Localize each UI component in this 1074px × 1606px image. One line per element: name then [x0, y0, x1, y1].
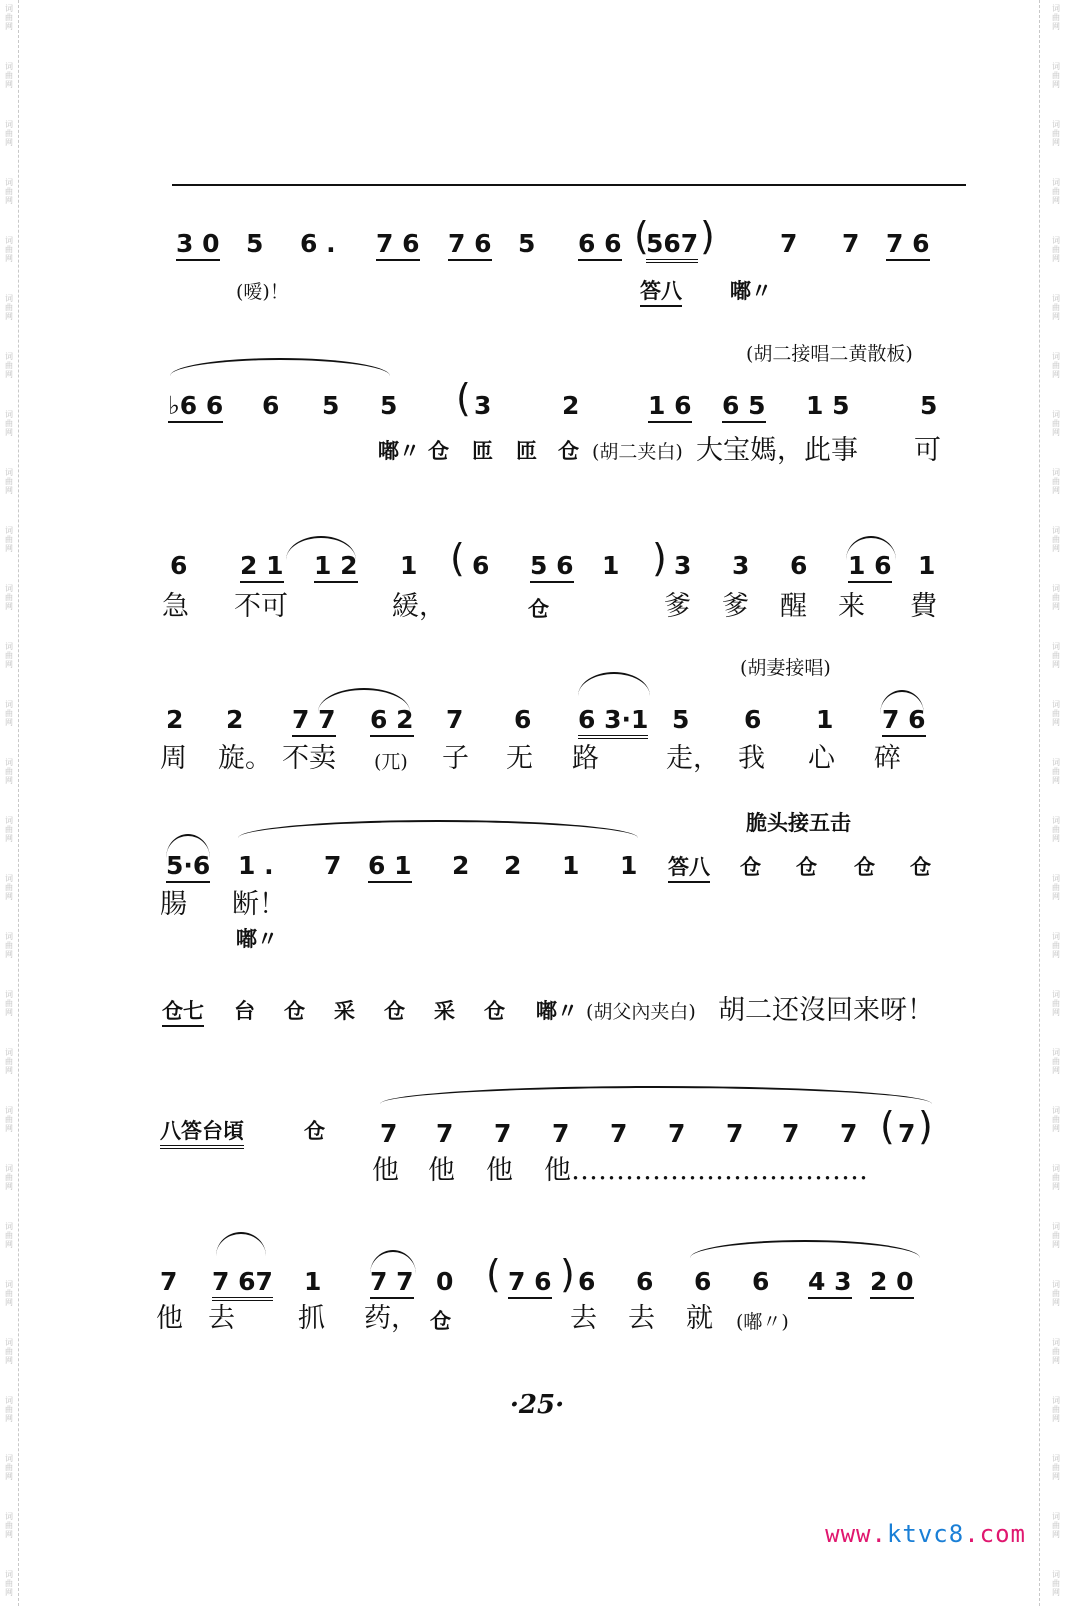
note: 7	[494, 1119, 512, 1148]
note: 1 6	[848, 552, 892, 583]
note: 1 .	[238, 851, 274, 880]
paren-close: )	[652, 536, 667, 580]
note: 7	[898, 1119, 916, 1148]
note: 7	[842, 229, 860, 258]
lyric: 就	[686, 1303, 713, 1334]
note: 2	[562, 391, 580, 420]
note: 6 1	[368, 852, 412, 883]
watermark-text: 词曲网	[5, 932, 13, 959]
percussion: 嘟〃	[730, 279, 772, 303]
lyric: 药，	[364, 1303, 418, 1334]
note: 7	[726, 1119, 744, 1148]
percussion: 仓	[740, 855, 761, 879]
note: 7	[840, 1119, 858, 1148]
lyric: 急	[162, 591, 189, 622]
percussion: 仓	[428, 439, 449, 463]
left-watermark-strip	[0, 0, 19, 1606]
watermark-text: 词曲网	[1052, 468, 1060, 495]
watermark-text: 词曲网	[1052, 1048, 1060, 1075]
lyric: 費	[910, 591, 937, 622]
note: 1	[602, 551, 620, 580]
stage-note: 脆头接五击	[746, 811, 851, 835]
lyric: 不卖	[282, 743, 336, 774]
lyric: 爹	[664, 591, 691, 622]
paren-open: (	[456, 376, 471, 420]
lyric: 旋。	[218, 743, 272, 774]
watermark-text: 词曲网	[1052, 294, 1060, 321]
percussion: 匝	[472, 439, 493, 463]
watermark-text: 词曲网	[1052, 1396, 1060, 1423]
watermark-text: 词曲网	[5, 1280, 13, 1307]
lyric: 他	[428, 1155, 455, 1186]
slur	[170, 358, 390, 376]
note: 2	[166, 705, 184, 734]
note: 5 6	[530, 552, 574, 583]
watermark-text: 词曲网	[5, 1570, 13, 1597]
lyric: 碎	[874, 743, 901, 774]
percussion: 答八	[668, 854, 710, 883]
spoken-line: 胡二还沒回来呀！	[718, 995, 934, 1026]
percussion: 仓	[484, 999, 505, 1023]
lyric: 断！	[232, 889, 286, 920]
lyric: 他	[486, 1155, 513, 1186]
note: 7	[324, 851, 342, 880]
watermark-text: 词曲网	[1052, 1454, 1060, 1481]
watermark-text: 词曲网	[5, 1048, 13, 1075]
note: 7	[780, 229, 798, 258]
lyric: 周	[160, 743, 187, 774]
watermark-text: 词曲网	[5, 4, 13, 31]
percussion: 嘟〃	[236, 927, 278, 951]
note: 2 1	[240, 552, 284, 583]
percussion: 采	[434, 999, 455, 1023]
percussion: 嘟〃	[536, 999, 578, 1023]
note: 6	[744, 705, 762, 734]
percussion: 仓	[284, 999, 305, 1023]
percussion: 仓	[558, 439, 579, 463]
watermark-text: 词曲网	[5, 816, 13, 843]
watermark-text: 词曲网	[1052, 1280, 1060, 1307]
percussion: 八答台頃	[160, 1118, 244, 1149]
watermark-text: 词曲网	[5, 1106, 13, 1133]
watermark-text: 词曲网	[5, 410, 13, 437]
site-suffix: .com	[964, 1520, 1026, 1548]
watermark-text: 词曲网	[5, 642, 13, 669]
note: 5	[246, 229, 264, 258]
note: 5·6	[166, 852, 210, 883]
watermark-text: 词曲网	[5, 178, 13, 205]
note: 5	[380, 391, 398, 420]
lyric: 大宝媽，此事	[696, 435, 858, 466]
watermark-text: 词曲网	[1052, 758, 1060, 785]
percussion: 仓七	[162, 998, 204, 1027]
lyric: 腸	[160, 889, 187, 920]
note: 6 5	[722, 392, 766, 423]
note: 5	[322, 391, 340, 420]
note: 0	[436, 1267, 454, 1296]
percussion: 仓	[910, 855, 931, 879]
watermark-text: 词曲网	[5, 990, 13, 1017]
lyric: 我	[738, 743, 765, 774]
note: 4 3	[808, 1268, 852, 1299]
lyric: 抓	[298, 1303, 325, 1334]
stage-note: (胡妻接唱)	[740, 657, 831, 679]
note: 1	[304, 1267, 322, 1296]
note: 567	[646, 230, 698, 263]
note: 6	[636, 1267, 654, 1296]
page-number: ·25·	[509, 1390, 565, 1420]
note: 6	[790, 551, 808, 580]
note: 6 3·1	[578, 706, 648, 739]
paren-open: (	[450, 536, 465, 580]
slur	[238, 820, 638, 838]
note: 7 6	[886, 230, 930, 261]
note: 7 6	[508, 1268, 552, 1299]
note: 7 6	[448, 230, 492, 261]
watermark-text: 词曲网	[5, 700, 13, 727]
lyric: 走，	[666, 743, 720, 774]
watermark-text: 词曲网	[5, 1454, 13, 1481]
watermark-text: 词曲网	[1052, 874, 1060, 901]
lyric: 子	[442, 743, 469, 774]
watermark-text: 词曲网	[5, 1164, 13, 1191]
note: ♭6 6	[168, 392, 223, 423]
note: 7	[610, 1119, 628, 1148]
note: 1 6	[648, 392, 692, 423]
note: 1	[918, 551, 936, 580]
slur	[216, 1232, 266, 1256]
note: 7	[436, 1119, 454, 1148]
note: 7	[446, 705, 464, 734]
site-name: ktvc8	[886, 1520, 965, 1548]
lyric: 路	[572, 743, 599, 774]
watermark-text: 词曲网	[1052, 1512, 1060, 1539]
paren-close: )	[918, 1104, 933, 1148]
watermark-text: 词曲网	[1052, 120, 1060, 147]
note: 6 6	[578, 230, 622, 261]
paren-close: )	[560, 1252, 575, 1296]
note: 6	[262, 391, 280, 420]
note: 1 5	[806, 391, 850, 420]
lyric: 緩，	[392, 591, 446, 622]
percussion: 仓	[796, 855, 817, 879]
note: 7	[782, 1119, 800, 1148]
note: 7	[160, 1267, 178, 1296]
lyric: (兀)	[374, 751, 408, 773]
note: 1 2	[314, 552, 358, 583]
watermark-text: 词曲网	[1052, 352, 1060, 379]
watermark-text: 词曲网	[5, 1396, 13, 1423]
watermark-text: 词曲网	[5, 1338, 13, 1365]
watermark-text: 词曲网	[1052, 236, 1060, 263]
watermark-text: 词曲网	[5, 1512, 13, 1539]
note: 6	[514, 705, 532, 734]
percussion: 仓	[384, 999, 405, 1023]
watermark-text: 词曲网	[1052, 584, 1060, 611]
watermark-text: 词曲网	[1052, 642, 1060, 669]
note: 3	[474, 391, 492, 420]
note: 1	[562, 851, 580, 880]
watermark-text: 词曲网	[5, 468, 13, 495]
note: 1	[816, 705, 834, 734]
watermark-text: 词曲网	[5, 1222, 13, 1249]
lyric: 去	[208, 1303, 235, 1334]
lyric: 他	[156, 1303, 183, 1334]
note: 7 6	[882, 706, 926, 737]
percussion: 台	[234, 999, 255, 1023]
paren-open: (	[486, 1252, 501, 1296]
note: 3	[674, 551, 692, 580]
watermark-text: 词曲网	[5, 120, 13, 147]
note: 6 2	[370, 706, 414, 737]
lyric: (嗳)！	[236, 281, 289, 303]
percussion: 仓	[430, 1309, 451, 1333]
watermark-text: 词曲网	[5, 874, 13, 901]
slur	[380, 1086, 932, 1104]
watermark-text: 词曲网	[5, 526, 13, 553]
watermark-text: 词曲网	[1052, 4, 1060, 31]
watermark-text: 词曲网	[5, 236, 13, 263]
percussion: 仓	[304, 1119, 325, 1143]
watermark-text: 词曲网	[5, 62, 13, 89]
watermark-text: 词曲网	[1052, 1106, 1060, 1133]
note: 5	[518, 229, 536, 258]
lyric: 不可	[234, 591, 288, 622]
lyric: 可	[914, 435, 941, 466]
note: 2	[452, 851, 470, 880]
note: 7	[668, 1119, 686, 1148]
note: 3	[732, 551, 750, 580]
percussion: 仓	[528, 597, 549, 621]
note: 6	[694, 1267, 712, 1296]
stage-note: (胡父內夹白)	[586, 1001, 696, 1023]
site-watermark	[825, 1520, 1026, 1548]
lyric: 他	[372, 1155, 399, 1186]
stage-note: (胡二接唱二黄散板)	[746, 343, 913, 365]
lyric: 去	[570, 1303, 597, 1334]
note: 7	[380, 1119, 398, 1148]
right-watermark-strip	[1039, 0, 1074, 1606]
watermark-text: 词曲网	[1052, 62, 1060, 89]
watermark-text: 词曲网	[1052, 816, 1060, 843]
note: 2 0	[870, 1268, 914, 1299]
paren-open: (	[880, 1104, 895, 1148]
note: 1	[620, 851, 638, 880]
paren-close: )	[700, 214, 715, 258]
slur	[578, 672, 650, 696]
note: 6 .	[300, 229, 336, 258]
watermark-text: 词曲网	[1052, 1338, 1060, 1365]
watermark-text: 词曲网	[1052, 700, 1060, 727]
site-prefix: www.	[825, 1520, 887, 1548]
watermark-text: 词曲网	[1052, 1222, 1060, 1249]
watermark-text: 词曲网	[1052, 178, 1060, 205]
note: 7 7	[370, 1268, 414, 1299]
lyric: 无	[506, 743, 533, 774]
paren-open: (	[634, 214, 649, 258]
percussion: 采	[334, 999, 355, 1023]
watermark-text: 词曲网	[5, 352, 13, 379]
note: 7 67	[212, 1268, 273, 1301]
note: 6	[578, 1267, 596, 1296]
note: 6	[170, 551, 188, 580]
note: 5	[920, 391, 938, 420]
note: 1	[400, 551, 418, 580]
watermark-text: 词曲网	[5, 294, 13, 321]
lyric: 去	[628, 1303, 655, 1334]
note: 2	[226, 705, 244, 734]
stage-note: (胡二夹白)	[592, 441, 683, 463]
watermark-text: 词曲网	[1052, 1570, 1060, 1597]
watermark-text: 词曲网	[1052, 932, 1060, 959]
lyric: 他……………………………	[544, 1155, 868, 1186]
note: 6	[752, 1267, 770, 1296]
note: 7 7	[292, 706, 336, 737]
lyric: 爹	[722, 591, 749, 622]
watermark-text: 词曲网	[1052, 1164, 1060, 1191]
percussion: (嘟〃)	[736, 1311, 789, 1333]
note: 6	[472, 551, 490, 580]
top-rule	[172, 184, 966, 186]
watermark-text: 词曲网	[5, 758, 13, 785]
lyric: 醒	[780, 591, 807, 622]
watermark-text: 词曲网	[1052, 990, 1060, 1017]
note: 7 6	[376, 230, 420, 261]
watermark-text: 词曲网	[1052, 526, 1060, 553]
percussion: 仓	[854, 855, 875, 879]
watermark-text: 词曲网	[5, 584, 13, 611]
lyric: 来	[838, 591, 865, 622]
note: 2	[504, 851, 522, 880]
note: 7	[552, 1119, 570, 1148]
note: 5	[672, 705, 690, 734]
lyric: 心	[808, 743, 835, 774]
watermark-text: 词曲网	[1052, 410, 1060, 437]
percussion: 嘟〃	[378, 439, 420, 463]
note: 3 0	[176, 230, 220, 261]
percussion: 匝	[516, 439, 537, 463]
slur	[690, 1240, 920, 1258]
percussion: 答八	[640, 278, 682, 307]
